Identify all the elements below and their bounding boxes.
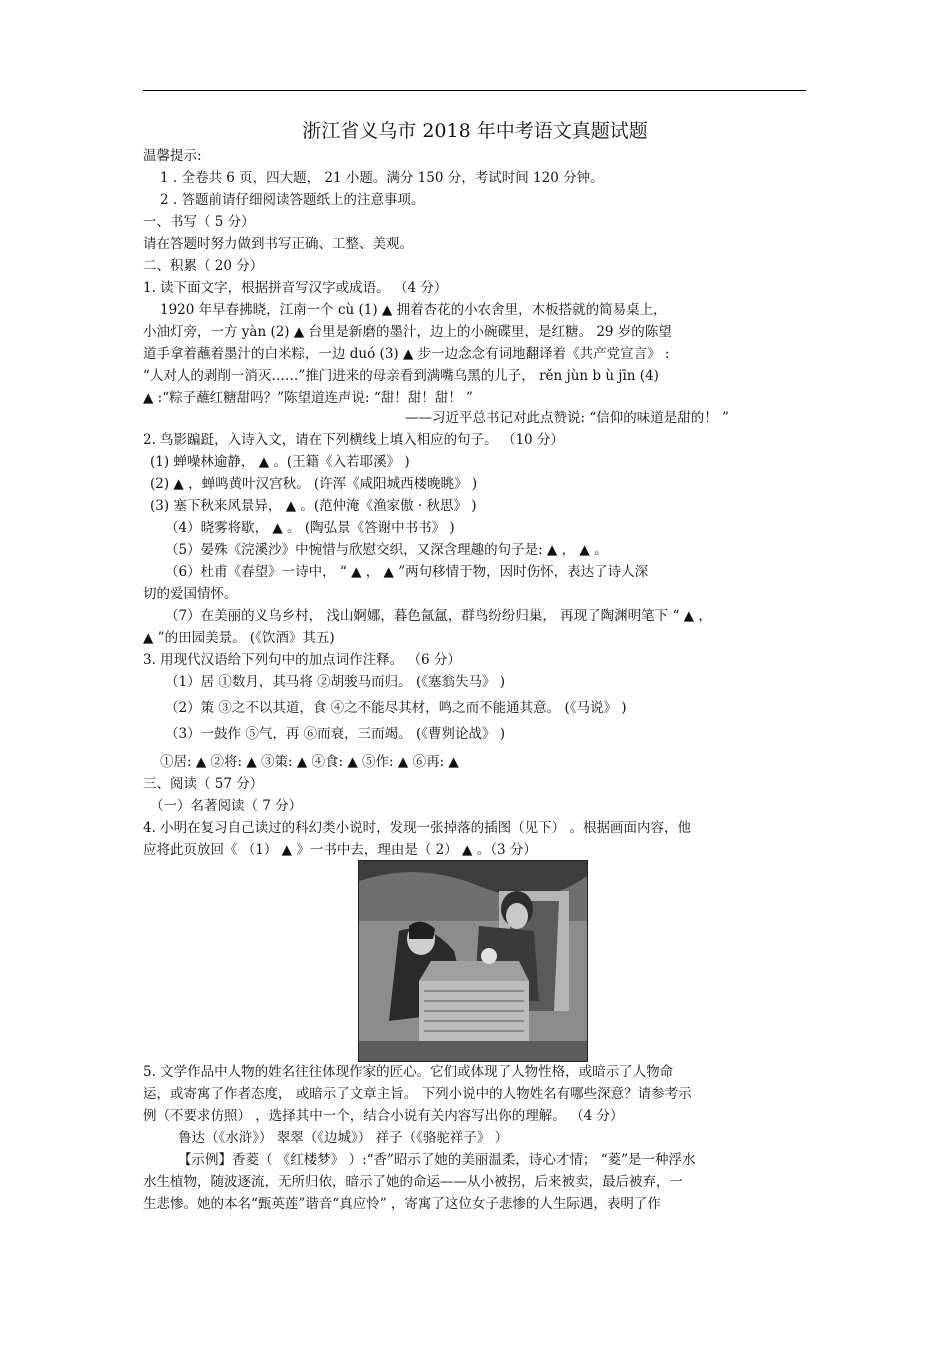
question-5-line-1: 5. 文学作品中人物的姓名往往体现作家的匠心。它们或体现了人物性格，或暗示了人物命 (143, 1064, 674, 1080)
question-5-options: 鲁达（《水浒》） 翠翠（《边城》） 祥子（《骆驼祥子》 ） (178, 1130, 509, 1146)
question-2: 2. 鸟影蹁跹，入诗入文，请在下列横线上填入相应的句子。 （10 分） (143, 432, 564, 448)
tip-1: 1 . 全卷共 6 页，四大题， 21 小题。满分 150 分，考试时间 120 分钟。 (160, 170, 604, 186)
example-line-3: 生悲惨。她的本名“甄英莲”谐音“真应怜” ，寄寓了这位女子悲惨的人生际遇，表明了作 (143, 1196, 661, 1212)
q2-item-4: （4）晓雾将歇， ▲ 。 (陶弘景《答谢中书书》 ) (165, 520, 455, 536)
subsection-1-heading: （一）名著阅读（ 7 分） (150, 798, 303, 814)
illustration-image (358, 860, 588, 1062)
section-2-heading: 二、积累（ 20 分） (143, 258, 264, 274)
question-4-line-2: 应将此页放回《 （1） ▲ 》一书中去，理由是（ 2） ▲ 。（3 分） (143, 842, 537, 858)
q2-item-5: （5）晏殊《浣溪沙》中惋惜与欣慰交织，又深含理趣的句子是: ▲ ， ▲ 。 (165, 542, 608, 558)
q2-item-7a: （7）在美丽的义乌乡村， 浅山婀娜，暮色氤氲，群鸟纷纷归巢， 再现了陶渊明笔下 “ ▲ ， (165, 608, 712, 624)
q2-item-6a: （6）杜甫《春望》一诗中， “ ▲ ， ▲ ”两句移情于物，因时伤怀，表达了诗人深 (165, 564, 649, 580)
q1-line-6: ——习近平总书记对此点赞说: “信仰的味道是甜的！ ” (405, 410, 729, 426)
q1-line-5: ▲ :“粽子蘸红糖甜吗？”陈望道连声说: “甜！甜！甜！ ” (143, 390, 473, 406)
section-1-text: 请在答题时努力做到书写正确、工整、美观。 (143, 236, 413, 252)
question-1: 1. 读下面文字，根据拼音写汉字或成语。 （4 分） (143, 280, 448, 296)
q1-line-4: “人对人的剥削一消灭……”推门进来的母亲看到满嘴乌黑的儿子， rěn jùn b ù jīn (4) (143, 368, 659, 384)
tip-2: 2 . 答题前请仔细阅读答题纸上的注意事项。 (160, 192, 425, 208)
q3-item-3: （3）一鼓作 ⑤气，再 ⑥而衰，三而竭。 (《曹刿论战》 ) (165, 726, 506, 742)
q2-item-6b: 切的爱国情怀。 (143, 586, 238, 602)
q1-line-2: 小油灯旁，一方 yàn (2) ▲ 台里是新磨的墨汁，边上的小碗碟里，是红糖。 29 岁的陈望 (143, 324, 672, 340)
q2-item-1: (1) 蝉噪林逾静， ▲ 。(王籍《入若耶溪》 ) (150, 454, 410, 470)
q2-item-2: (2) ▲ ，蝉鸣黄叶汉宫秋。 (许浑《咸阳城西楼晚眺》 ) (150, 476, 478, 492)
q3-item-1: （1）居 ①数月，其马将 ②胡骏马而归。 (《塞翁失马》 ) (165, 674, 506, 690)
header-rule (143, 90, 806, 91)
section-1-heading: 一、书写（ 5 分） (143, 214, 255, 230)
q2-item-3: (3) 塞下秋来风景异， ▲ 。(范仲淹《渔家傲 · 秋思》 ) (150, 498, 477, 514)
q3-answers: ①居: ▲ ②将: ▲ ③策: ▲ ④食: ▲ ⑤作: ▲ ⑥再: ▲ (160, 754, 459, 770)
question-5-line-3: 例（不要求仿照） ，选择其中一个，结合小说有关内容写出你的理解。 （4 分） (143, 1108, 624, 1124)
section-3-heading: 三、阅读（ 57 分） (143, 776, 264, 792)
example-line-2: 水生植物，随波逐流，无所归依，暗示了她的命运——从小被拐，后来被卖，最后被弃，一 (143, 1174, 683, 1190)
question-3: 3. 用现代汉语给下列句中的加点词作注释。 （6 分） (143, 652, 461, 668)
tips-label: 温馨提示: (143, 148, 202, 164)
question-5-line-2: 运，或寄寓了作者态度， 或暗示了文章主旨。 下列小说中的人物姓名有哪些深意？请参考示 (143, 1086, 692, 1102)
page-title: 浙江省义乌市 2018 年中考语文真题试题 (302, 120, 648, 142)
question-4-line-1: 4. 小明在复习自己读过的科幻类小说时，发现一张掉落的插图（见下） 。根据画面内容，他 (143, 820, 691, 836)
q1-line-3: 道手拿着蘸着墨汁的白米粽，一边 duó (3) ▲ 步一边念念有词地翻译着《共产党宣言》 : (143, 346, 670, 362)
example-line-1: 【示例】香菱（ 《红楼梦》 ）:“香”昭示了她的美丽温柔，诗心才情； “菱”是一种浮水 (178, 1152, 696, 1168)
q1-line-1: 1920 年早春拂晓，江南一个 cù (1) ▲ 拥着杏花的小农舍里，木板搭就的简易桌上， (160, 302, 667, 318)
q2-item-7b: ▲ ”的田园美景。 (《饮酒》其五) (143, 630, 335, 646)
q3-item-2: （2）策 ③之不以其道，食 ④之不能尽其材，鸣之而不能通其意。 (《马说》 ) (165, 700, 627, 716)
